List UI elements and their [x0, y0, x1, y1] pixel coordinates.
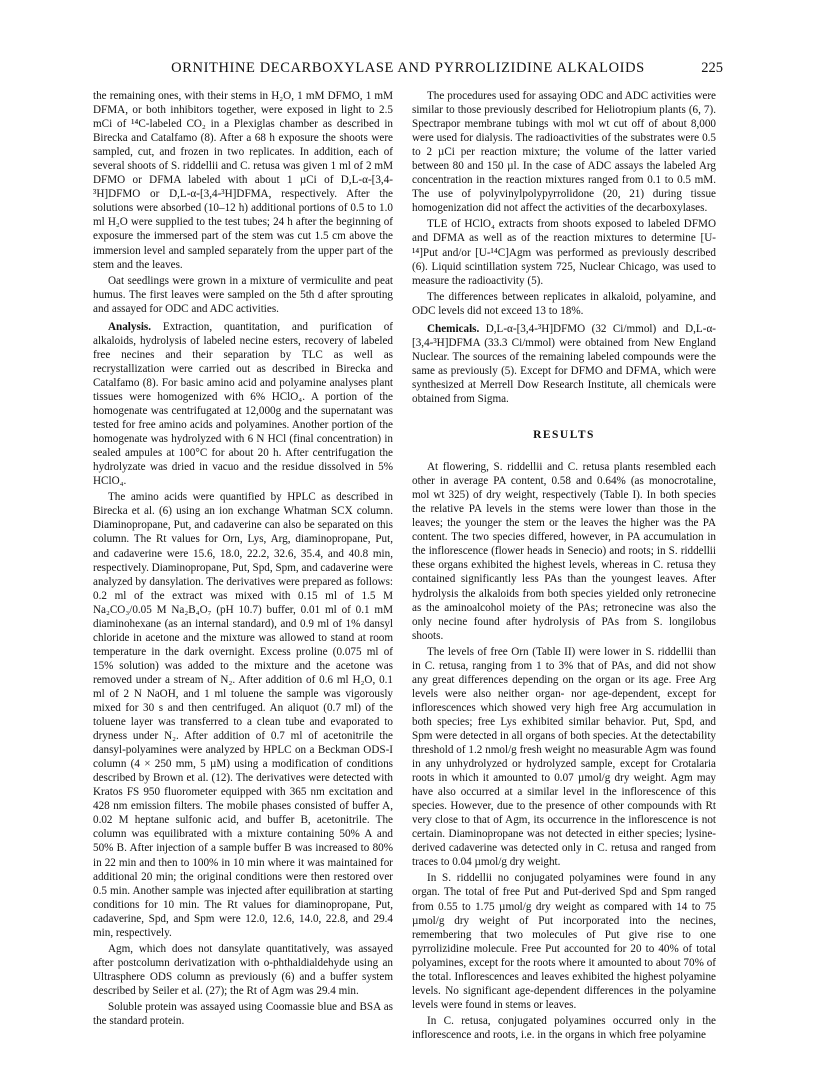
left-column: [93, 89, 393, 1030]
oat-seedlings-paragraph: Oat seedlings were grown in a mixture of vermiculite and peat humus. The first leaves were sampled on the 5th d after sprouting and assayed for ODC and ADC activities.: [93, 274, 393, 315]
analysis-paragraph: [93, 320, 393, 489]
methods-paragraph-continued: the remaining ones, with their stems in H₂O, 1 mM DFMO, 1 mM DFMA, or both inhibitors together, were exposed in light to 2.5 mCi of ¹⁴C-labeled CO₂ in a Plexiglas chamber as described in Birecka and Catalfamo (8). After a 68 h exposure the shoots were sampled, cut, and frozen in two replicates. In addition, each of several shoots of S. riddellii and C. retusa was given 1 ml of 2 mM DFMO or DFMA labeled with about 1 µCi of D,L-α-[3,4-³H]DFMO or D,L-α-[3,4-³H]DFMA, respectively. After the solutions were absorbed (10–12 h) additional portions of 0.5 to 1.0 ml H₂O were supplied to the test tubes; 24 h after the beginning of exposure the immersed part of the stem was cut 1.5 cm above the immersion level and sampled separately from the upper part of the stem and the leaves.: [93, 90, 393, 271]
soluble-protein-paragraph: Soluble protein was assayed using Coomassie blue and BSA as the standard protein.: [93, 1001, 393, 1028]
tle-paragraph: TLE of HClO₄ extracts from shoots exposed to labeled DFMO and DFMA as well as of the reaction mixtures to determine [U-¹⁴]Put and/or [U-¹⁴C]Agm was performed as previously described (6). Liquid scintillation system 725, Nuclear Chicago, was used to measure the radioactivity (5).: [412, 218, 716, 287]
results-paragraph-pa-content: At flowering, S. riddellii and C. retusa plants resembled each other in average PA content, 0.58 and 0.64% (as monocrotaline, mol wt 325) of dry weight, respectively (Table I). In both species the relative PA levels in the stems were lower than those in the leaves; the younger the stem or the leaves the higher was the PA content. The two species differed, however, in PA accumulation in the inflorescence (flower heads in Senecio) and roots; in S. riddellii these organs exhibited the highest levels, whereas in C. retusa they contained significantly less PAs than the youngest leaves. After hydrolysis the alkaloids from both species yielded only retronecine as the aminoalcohol moiety of the PAs; retronecine was also the only necine found after hydrolysis of PAs from S. longilobus shoots.: [412, 461, 716, 642]
analysis-heading: Analysis.: [108, 320, 152, 333]
results-heading: RESULTS: [533, 429, 595, 442]
agm-assay-paragraph: Agm, which does not dansylate quantitatively, was assayed after postcolumn derivatization with o-phthaldialdehyde using an Ultrasphere ODS column as previously (6) and a buffer system described by Seiler et al. (27); the Rt of Agm was 29.4 min.: [93, 942, 393, 997]
results-paragraph-orn-levels: The levels of free Orn (Table II) were lower in S. riddellii than in C. retusa, ranging from 1 to 3% that of PAs, and did not show any great differences depending on the organ or its age. Free Arg levels were also neither organ- nor age-dependent, except for inflorescences which showed very high free Arg accumulation in both species; free Lys exhibited similar behavior. Put, Spd, and Spm were detected in all organs of both species. At the detectability threshold of 1.2 nmol/g fresh weight no measurable Agm was found in any unhydrolyzed or hydrolyzed sample, except for Crotalaria roots in which it amounted to 0.07 µmol/g dry weight. Agm may have also occurred at a similar level in the inflorescence of this species. However, due to the presence of other compounds with Rt very close to that of Agm, its occurrence in the inflorescence is not certain. Diaminopropane was not detected in either species; lysine-derived cadaverine was detected only in C. retusa and ranged from traces to 0.04 µmol/g dry weight.: [412, 645, 716, 869]
amino-acid-hplc-paragraph: The amino acids were quantified by HPLC as described in Birecka et al. (6) using an ion exchange Whatman SCX column. Diaminopropane, Put, and cadaverine can also be separated on this column. The Rt values for Orn, Lys, Arg, diaminopropane, Put, and cadaverine were 15.6, 18.0, 22.2, 32.6, 35.4, and 40.8 min, respectively. Diaminopropane, Put, Spd, Spm, and cadaverine were analyzed by dansylation. The derivatives were prepared as follows: 0.2 ml of the extract was mixed with 0.15 ml of 1.5 M Na₂CO₃/0.05 M Na₂B₄O₇ (pH 10.7) buffer, 0.01 ml of 0.1 mM diaminohexane (as an internal standard), and 0.9 ml of 1% dansyl chloride in acetone and the mixture was allowed to stand at room temperature in the dark overnight. Excess proline (0.075 ml of 15% solution) was added to the mixture and the acetone was removed under a stream of N₂. After addition of 0.6 ml H₂O, 0.1 ml of 2 N NaOH, and 1 ml toluene the sample was vigorously mixed for 30 s and then centrifuged. An aliquot (0.7 ml) of the toluene layer was transferred to a clean tube and evaporated to dryness under N₂. After addition of 0.7 ml of acetonitrile the dansyl-polyamines were analyzed by HPLC on a Beckman ODS-I column (4 × 250 mm, 5 µM) using a modification of conditions described by Brown et al. (12). The derivatives were detected with Kratos FS 950 fluorometer equipped with 365 nm excitation and 428 nm emission filters. The mobile phases consisted of buffer A, 0.02 M heptane sulfonic acid, and buffer B, acetonitrile. The column was equilibrated with a mixture containing 50% A and 50% B. After injection of a sample buffer B was increased to 80% in 22 min and then to 100% in 10 min where it was maintained for additional 20 min; the original conditions were then restored over 0.5 min. Another sample was injected after equilibration at starting conditions for 10 min. The Rt values for diaminopropane, Put, cadaverine, Spd, and Spm were 12.0, 12.6, 14.0, 22.8, and 29.4 min, respectively.: [93, 491, 393, 939]
right-column: [412, 89, 716, 1044]
decarboxylase-assay-paragraph: The procedures used for assaying ODC and ADC activities were similar to those previously described for Heliotropium plants (6, 7). Spectrapor membrane tubings with mol wt cut off of about 8,000 were used for dialysis. The radioactivities of the substrates were 0.5 to 2 µCi per reaction mixture; the volume of the latter varied between 80 and 150 µl. In the case of ADC assays the labeled Arg concentration in the reaction mixtures ranged from 0.1 to 0.5 mM. The use of polyvinylpolypyrrolidone (20, 21) during tissue homogenization did not affect the activities of the decarboxylases.: [412, 90, 716, 215]
running-header: [93, 60, 723, 82]
replicate-difference-paragraph: The differences between replicates in alkaloid, polyamine, and ODC levels did not exceed 13 to 18%.: [412, 290, 716, 317]
chemicals-text: D,L-α-[3,4-³H]DFMO (32 Ci/mmol) and D,L-α-[3,4-³H]DFMA (33.3 Ci/mmol) were obtained from New England Nuclear. The sources of the remaining labeled compounds were the same as previously (5). Except for DFMO and DFMA, which were synthesized at Merrell Dow Research Institute, all chemicals were obtained from Sigma.: [412, 322, 716, 405]
results-paragraph-riddellii-polyamines: In S. riddellii no conjugated polyamines were found in any organ. The total of free Put and Put-derived Spd and Spm ranged from 0.55 to 1.75 µmol/g dry weight as compared with 14 to 75 µmol/g dry weight of Put incorporated into the necines, remembering that two molecules of Put give rise to one pyrrolizidine molecule. Free Put accounted for 20 to 40% of total polyamines, except for the roots where it amounted to about 70% of the total. Inflorescences and leaves exhibited the highest polyamine levels. No significant age-dependent differences in the polyamine levels were found in stems or leaves.: [412, 872, 716, 1011]
chemicals-paragraph: [412, 322, 716, 406]
running-title: ORNITHINE DECARBOXYLASE AND PYRROLIZIDINE ALKALOIDS: [171, 60, 645, 76]
analysis-text: Extraction, quantitation, and purification of alkaloids, hydrolysis of labeled necine esters, recovery of labeled free necines and their separation by TLC as well as recrystallization were carried out as described in Birecka and Catalfamo (8). For basic amino acid and polyamine analyses plant tissues were homogenized with 6% HClO₄. A portion of the homogenate was centrifugated at 12,000g and the supernatant was tested for free amino acids and polyamines. Another portion of the homogenate was hydrolyzed with 6 N HCl (final concentration) in sealed ampules at 100°C for about 20 h. After centrifugation the hydrolyzate was dried in vacuo and the residue dissolved in 5% HClO₄.: [93, 320, 393, 488]
page-number: 225: [701, 60, 723, 76]
results-paragraph-retusa-polyamines: In C. retusa, conjugated polyamines occurred only in the inflorescence and roots, i.e. in the organs in which free polyamine: [412, 1014, 716, 1041]
chemicals-heading: Chemicals.: [427, 322, 480, 335]
